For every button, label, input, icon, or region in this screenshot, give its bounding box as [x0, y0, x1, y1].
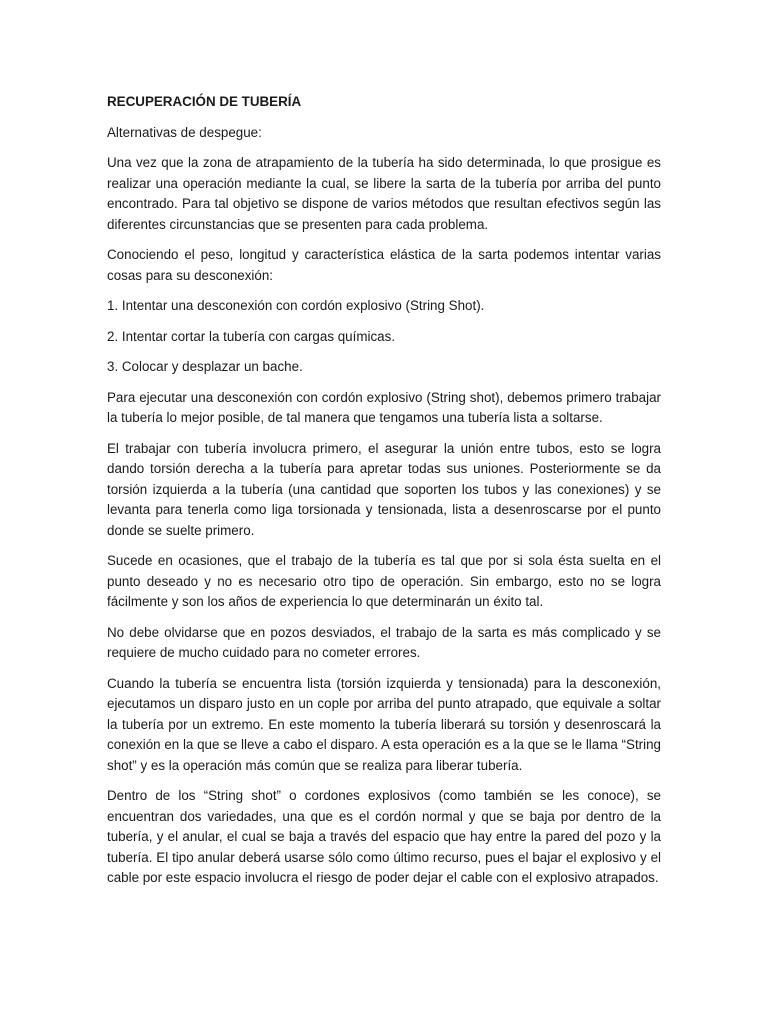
list-item-3: 3. Colocar y desplazar un bache.	[107, 359, 303, 374]
paragraph-body-2: El trabajar con tubería involucra primero, el asegurar la unión entre tubos, esto se logra dando torsión derecha a la tubería para apretar todas sus uniones. Posteriormente se da torsión izquierda a la tubería (una cantidad que soporten los tubos y las conexiones) y se levanta para tenerla como liga torsionada y tensionada, lista a desenroscarse por el punto donde se suelte primero.	[107, 440, 661, 538]
paragraph-body-1: Para ejecutar una desconexión con cordón explosivo (String shot), debemos primero trabajar la tubería lo mejor posible, de tal manera que tengamos una tubería lista a soltarse.	[107, 389, 661, 425]
paragraph-body-5: Cuando la tubería se encuentra lista (torsión izquierda y tensionada) para la desconexión, ejecutamos un disparo justo en un cople por arriba del punto atrapado, que equivale a soltar la tubería por un extremo. En este momento la tubería liberará su torsión y desenroscará la conexión en la que se lleve a cabo el disparo. A esta operación es a la que se le llama “String shot” y es la operación más común que se realiza para liberar tubería.	[107, 675, 661, 773]
paragraph-intro-2: Conociendo el peso, longitud y característica elástica de la sarta podemos intentar varias cosas para su desconexión:	[107, 247, 661, 283]
document-title: RECUPERACIÓN DE TUBERÍA	[107, 94, 302, 109]
section-subtitle: Alternativas de despegue:	[107, 124, 262, 140]
list-item-1: 1. Intentar una desconexión con cordón explosivo (String Shot).	[107, 298, 485, 313]
paragraph-intro-1: Una vez que la zona de atrapamiento de la tubería ha sido determinada, lo que prosigue es realizar una operación mediante la cual, se libere la sarta de la tubería por arriba del punto encontrado. Para tal objetivo se dispone de varios métodos que resultan efectivos según las diferentes circunstancias que se presenten para cada problema.	[107, 155, 661, 232]
document-page	[107, 92, 661, 899]
paragraph-body-6: Dentro de los “String shot” o cordones explosivos (como también se les conoce), se encuentran dos variedades, una que es el cordón normal y que se baja por dentro de la tubería, y el anular, el cual se baja a través del espacio que hay entre la pared del pozo y la tubería. El tipo anular deberá usarse sólo como último recurso, pues el bajar el explosivo y el cable por este espacio involucra el riesgo de poder dejar el cable con el explosivo atrapados.	[107, 788, 661, 885]
list-item-2: 2. Intentar cortar la tubería con cargas químicas.	[107, 328, 396, 344]
paragraph-body-3: Sucede en ocasiones, que el trabajo de la tubería es tal que por si sola ésta suelta en el punto deseado y no es necesario otro tipo de operación. Sin embargo, esto no se logra fácilmente y son los años de experiencia lo que determinarán un éxito tal.	[107, 553, 661, 609]
paragraph-body-4: No debe olvidarse que en pozos desviados, el trabajo de la sarta es más complicado y se requiere de mucho cuidado para no cometer errores.	[107, 624, 661, 660]
